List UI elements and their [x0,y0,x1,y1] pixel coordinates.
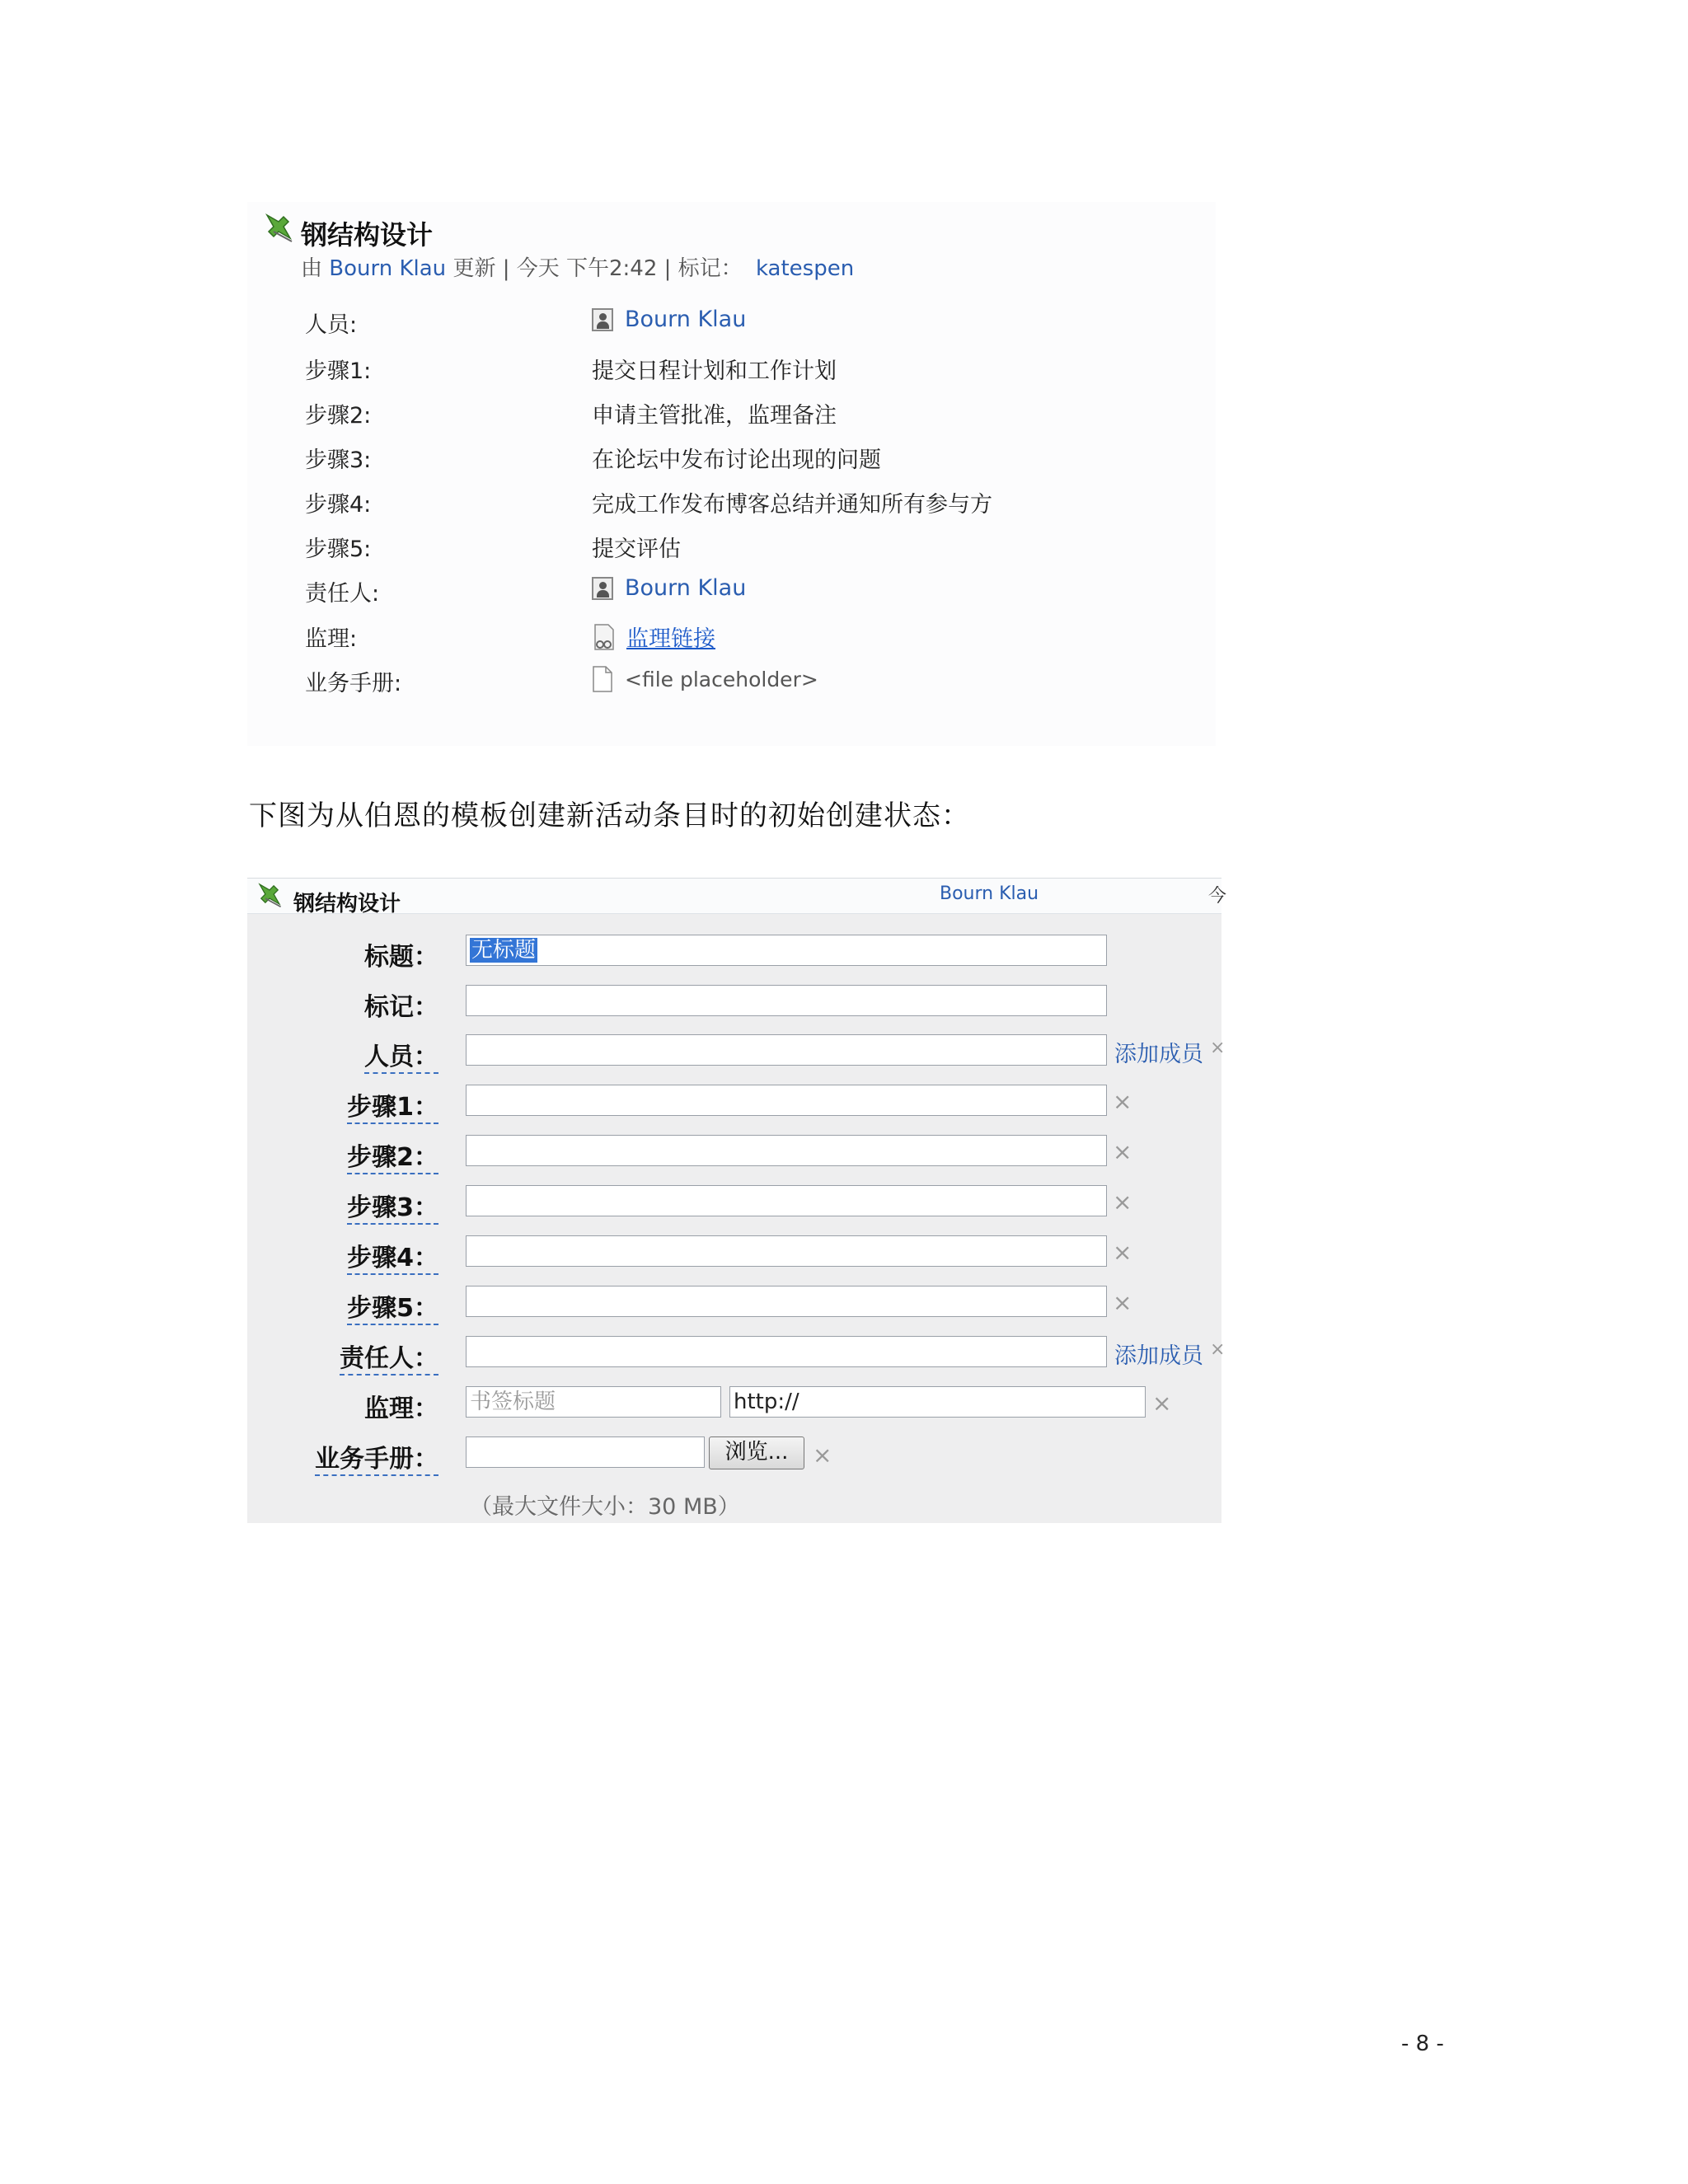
owner-label: 责任人： [340,1338,438,1376]
form-row-step5 [247,1286,1221,1322]
bookmark-url-input[interactable]: http:// [729,1386,1146,1418]
form-row-tag [247,985,1221,1021]
people-label: 人员： [364,1036,438,1074]
form-row-step4 [247,1235,1221,1272]
file-placeholder[interactable]: <file placeholder> [625,667,818,691]
remove-field-icon[interactable]: × [1113,1239,1132,1266]
pushpin-icon [262,210,295,243]
caption-text: 下图为从伯恩的模板创建新活动条目时的初始创建状态： [249,799,970,832]
file-size-hint: （最大文件大小：30 MB） [470,1494,740,1520]
form-row-supervisor [247,1386,1221,1422]
remove-field-icon[interactable]: × [1210,1339,1226,1360]
person-link[interactable]: Bourn Klau [625,307,747,332]
form-owner-link[interactable]: Bourn Klau [940,883,1039,904]
step2-input[interactable] [466,1135,1107,1166]
person-link[interactable]: Bourn Klau [625,575,747,601]
person-icon [592,577,613,600]
file-icon [592,665,613,693]
browse-button[interactable]: 浏览... [709,1436,804,1469]
step1-input[interactable] [466,1085,1107,1116]
form-row-owner [247,1336,1226,1373]
activity-view-panel [247,202,1216,746]
field-label: 步骤5: [305,537,372,562]
field-label: 监理: [305,626,358,652]
form-row-step2 [247,1135,1221,1171]
form-row-step3 [247,1185,1221,1221]
form-row-step1 [247,1085,1221,1121]
meta-updated: 更新 | 今天 下午2:42 | 标记： [452,256,743,281]
activity-title: 钢结构设计 [301,219,434,251]
step3-label: 步骤3： [347,1187,438,1225]
form-row-people [247,1034,1226,1071]
meta-author-link[interactable]: Bourn Klau [329,256,447,281]
page-number: - 8 - [1401,2032,1444,2056]
remove-field-icon[interactable]: × [1113,1138,1132,1165]
step5-input[interactable] [466,1286,1107,1317]
title-input-value: 无标题 [471,938,537,963]
pushpin-icon [256,880,284,908]
step1-label: 步骤1： [347,1086,438,1124]
create-activity-form [247,878,1227,1523]
field-label: 步骤2: [305,403,372,429]
field-label: 步骤1: [305,359,372,384]
truncated-text: 今 [1208,886,1227,907]
manual-label: 业务手册： [315,1438,438,1476]
field-label: 步骤4: [305,492,372,518]
add-member-link[interactable]: 添加成员 [1114,1343,1203,1369]
remove-field-icon[interactable]: × [1113,1289,1132,1316]
field-label: 业务手册: [305,671,402,696]
meta-by: 由 [301,256,323,281]
bookmark-link-icon [592,623,617,651]
title-label: 标题： [364,943,438,972]
people-input[interactable] [466,1034,1107,1066]
tag-label: 标记： [364,993,438,1022]
person-icon [592,308,613,331]
tag-input[interactable] [466,985,1107,1016]
form-title: 钢结构设计 [293,892,401,916]
field-label: 人员: [305,312,358,338]
supervisor-link[interactable]: 监理链接 [626,626,715,652]
step4-input[interactable] [466,1235,1107,1267]
step5-label: 步骤5： [347,1287,438,1325]
activity-meta [301,251,854,282]
meta-tag-link[interactable]: katespen [755,256,855,281]
field-value: 提交评估 [592,537,681,562]
remove-field-icon[interactable]: × [813,1441,832,1469]
supervisor-label: 监理： [364,1394,438,1423]
step2-label: 步骤2： [347,1137,438,1174]
field-value: 提交日程计划和工作计划 [592,359,837,384]
remove-field-icon[interactable]: × [1113,1188,1132,1216]
step4-label: 步骤4： [347,1237,438,1275]
form-header [247,879,1227,916]
bookmark-title-input[interactable]: 书签标题 [466,1386,721,1418]
remove-field-icon[interactable]: × [1113,1088,1132,1115]
file-path-input[interactable] [466,1436,705,1468]
field-label: 责任人: [305,581,380,607]
owner-input[interactable] [466,1336,1107,1367]
field-value: 申请主管批准，监理备注 [592,403,837,429]
add-member-link[interactable]: 添加成员 [1114,1042,1203,1067]
field-value: 在论坛中发布讨论出现的问题 [592,448,881,473]
form-row-manual [247,1436,1221,1473]
field-label: 步骤3: [305,448,372,473]
title-input[interactable] [466,935,1107,966]
remove-field-icon[interactable]: × [1210,1038,1226,1058]
step3-input[interactable] [466,1185,1107,1216]
remove-field-icon[interactable]: × [1152,1390,1172,1417]
field-value: 完成工作发布博客总结并通知所有参与方 [592,492,992,518]
form-row-title [247,935,1221,971]
